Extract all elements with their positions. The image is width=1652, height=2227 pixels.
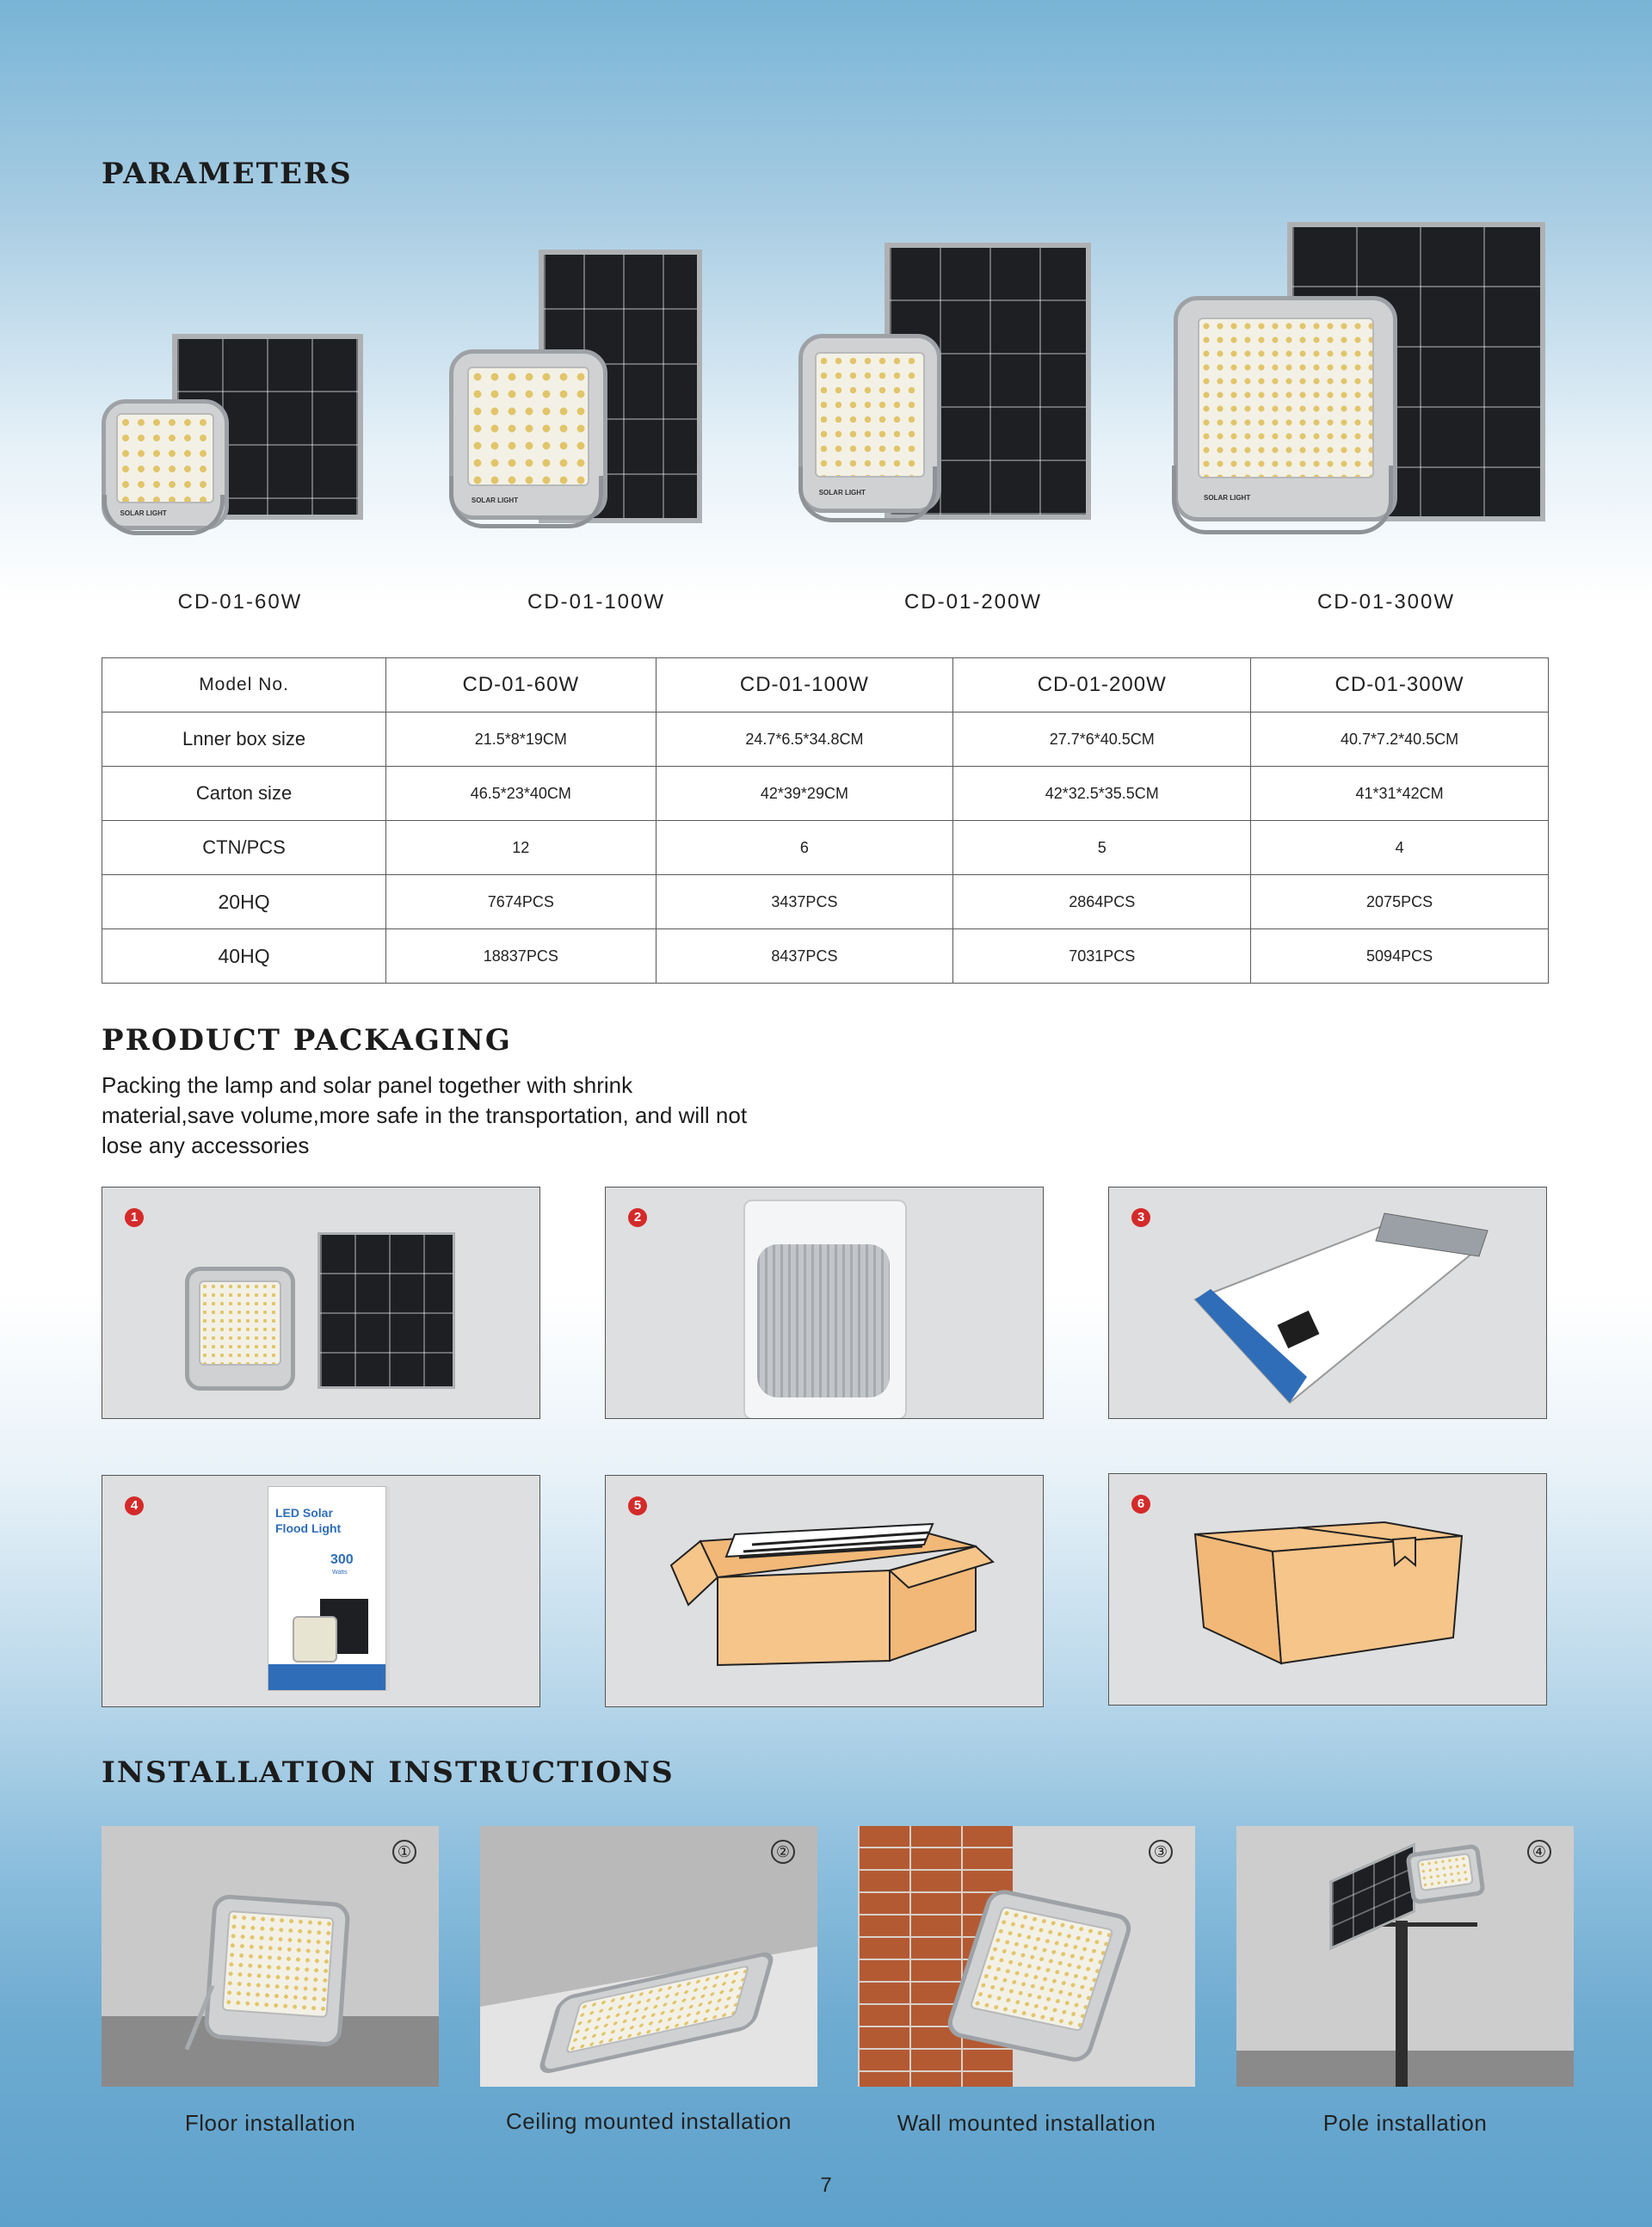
flood-lamp [185,1267,295,1391]
table-cell: 3437PCS [656,875,953,929]
retail-box-watt-unit: Watts [332,1570,348,1576]
table-row [102,875,1549,929]
installation-label-floor: Floor installation [184,2110,356,2136]
installation-label-wall: Wall mounted installation [897,2110,1156,2136]
retail-box-title-line2: Flood Light [275,1521,342,1535]
table-cell: 18837PCS [386,929,656,984]
step-number-badge: 1 [125,1208,144,1227]
flood-lamp [449,349,607,520]
table-cell: 7031PCS [953,929,1251,984]
step-number-badge: 5 [628,1496,647,1515]
step-number-badge: 2 [628,1208,647,1227]
model-label-200w: CD-01-200W [903,590,1043,614]
installation-label-ceiling: Ceiling mounted installation [506,2108,792,2134]
parameters-table [102,657,1549,984]
packaging-step-2 [605,1187,1044,1419]
installation-number: ④ [1527,1840,1551,1864]
table-row-label: 20HQ [102,875,386,929]
product-image-300w [1174,222,1552,561]
installation-ceiling-image [480,1826,817,2087]
model-label-300w: CD-01-300W [1316,590,1456,614]
table-row [102,821,1549,875]
packaging-heading: PRODUCT PACKAGING [102,1023,512,1058]
installation-pole-image [1236,1826,1574,2087]
packaging-step-4 [102,1475,540,1707]
table-row-label: Lnner box size [102,713,386,767]
table-header-row [102,658,1549,713]
table-row-label: CTN/PCS [102,821,386,875]
table-cell: 5 [953,821,1251,875]
step-number-badge: 6 [1131,1495,1150,1514]
table-header-cell: CD-01-200W [953,658,1251,713]
table-cell: 2075PCS [1251,875,1549,929]
product-image-60w [102,327,368,559]
open-carton-illustration [606,1476,1044,1707]
table-cell: 7674PCS [386,875,656,929]
table-cell: 24.7*6.5*34.8CM [656,713,953,767]
installation-number: ③ [1149,1840,1173,1864]
table-cell: 12 [386,821,656,875]
lamp-marking: SOLAR LIGHT [471,496,519,504]
table-cell: 41*31*42CM [1251,767,1549,821]
installation-number: ② [771,1840,795,1864]
table-header-cell: CD-01-100W [656,658,953,713]
packaging-step-6 [1108,1473,1547,1706]
table-cell: 46.5*23*40CM [386,767,656,821]
solar-panel [317,1232,455,1389]
parameters-heading: PARAMETERS [102,157,353,191]
retail-box-watt: 300 [330,1552,354,1567]
table-row-label: Carton size [102,767,386,821]
step-number-badge: 4 [125,1496,144,1515]
table-cell: 27.7*6*40.5CM [953,713,1251,767]
table-row [102,767,1549,821]
model-label-100w: CD-01-100W [527,590,666,614]
table-cell: 6 [656,821,953,875]
table-cell: 2864PCS [953,875,1251,929]
retail-box-title-line1: LED Solar [275,1506,333,1520]
page-number: 7 [820,2174,832,2197]
flood-lamp [1405,1843,1486,1904]
product-image-100w [449,250,707,559]
lamp-marking: SOLAR LIGHT [120,509,167,518]
installation-number: ① [392,1840,416,1864]
table-cell: 21.5*8*19CM [386,713,656,767]
packaging-step-1 [102,1187,540,1419]
table-cell: 5094PCS [1251,929,1549,984]
box-with-lamp-illustration [1109,1188,1547,1419]
packaging-step-5 [605,1475,1044,1707]
installation-floor-image [102,1826,439,2087]
flood-lamp [1174,296,1397,521]
packaging-step-3 [1108,1187,1547,1419]
installation-wall-image [858,1826,1195,2087]
table-row-label: 40HQ [102,929,386,984]
table-row [102,929,1549,984]
closed-carton-illustration [1109,1474,1547,1706]
pole [1396,1921,1408,2087]
installation-label-pole: Pole installation [1322,2110,1488,2136]
retail-box-lamp-image [293,1616,337,1663]
product-image-200w [798,243,1108,561]
retail-box [268,1486,386,1691]
packaging-description: Packing the lamp and solar panel together with shrink material,save volume,more safe in the transportation, and will not lose any accessories [102,1072,748,1158]
table-cell: 8437PCS [656,929,953,984]
step-number-badge: 3 [1131,1208,1150,1227]
lamp-marking: SOLAR LIGHT [1204,494,1251,503]
retail-box-blue-band [268,1664,385,1690]
flood-lamp [798,334,941,513]
lamp-marking: SOLAR LIGHT [818,489,866,497]
table-header-cell: CD-01-300W [1251,658,1549,713]
table-cell: 42*32.5*35.5CM [953,767,1251,821]
table-header-cell: CD-01-60W [386,658,656,713]
model-label-60w: CD-01-60W [177,590,303,614]
table-cell: 40.7*7.2*40.5CM [1251,713,1549,767]
installation-heading: INSTALLATION INSTRUCTIONS [102,1755,675,1790]
table-cell: 4 [1251,821,1549,875]
shrink-wrapped-lamp [743,1200,907,1419]
flood-lamp [102,399,229,530]
table-header-cell: Model No. [102,658,386,713]
table-row [102,713,1549,767]
table-cell: 42*39*29CM [656,767,953,821]
